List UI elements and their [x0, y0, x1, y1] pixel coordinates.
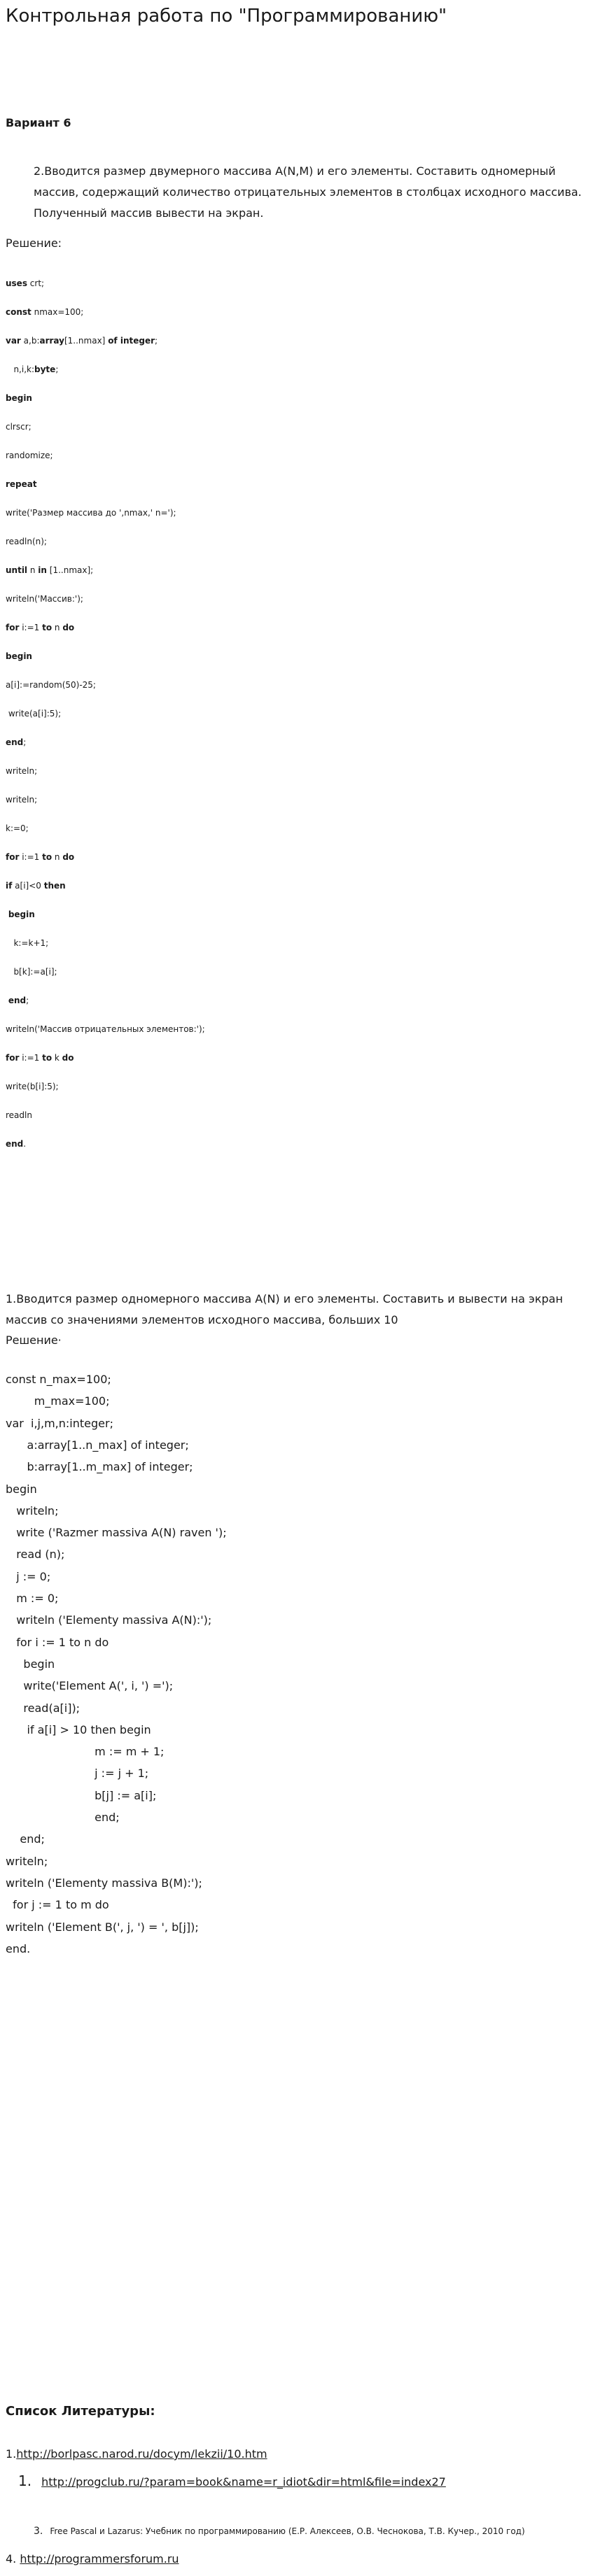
code-keyword: end: [8, 996, 27, 1005]
literature-link-1[interactable]: http://borlpasc.narod.ru/docym/lekzii/10.htm: [16, 2447, 267, 2461]
code-text: n: [52, 623, 63, 632]
literature-heading: Список Литературы:: [6, 2404, 155, 2419]
code-line: [6, 996, 29, 1005]
code-line: [6, 336, 158, 346]
code-keyword: in: [38, 565, 47, 575]
code-line: a:array[1..n_max] of integer;: [6, 1438, 189, 1452]
code-keyword: const: [6, 307, 32, 317]
code-line: for i := 1 to n do: [6, 1636, 109, 1649]
code-text: n,i,k:: [6, 365, 35, 374]
code-keyword: to: [42, 1053, 53, 1063]
code-text: a[i]<0: [12, 881, 44, 891]
code-keyword: to: [42, 623, 53, 632]
code-keyword: if: [6, 881, 13, 891]
code-line: [6, 365, 58, 374]
code-line: [6, 795, 37, 805]
code-keyword: until: [6, 565, 28, 575]
code-line: j := 0;: [6, 1570, 51, 1583]
code-line: read (n);: [6, 1548, 65, 1561]
code-text: k:=0;: [6, 823, 29, 833]
code-line: [6, 623, 74, 632]
code-keyword: for: [6, 623, 20, 632]
literature-book-title: Free Pascal и Lazarus: Учебник по программированию (Е.Р. Алексеев, О.В. Чеснокова, Т.В. Кучер., 2010 год): [50, 2526, 525, 2536]
code-line: [6, 1053, 74, 1063]
code-line: [6, 1139, 26, 1149]
code-line: m := 0;: [6, 1592, 59, 1605]
code-line: [6, 1110, 32, 1120]
code-line: [6, 422, 32, 432]
code-text: b[k]:=a[i];: [6, 967, 57, 977]
code-keyword: do: [62, 623, 75, 632]
code-text: i:=1: [19, 1053, 43, 1063]
code-line: var i,j,m,n:integer;: [6, 1417, 113, 1430]
code-line: write ('Razmer massiva A(N) raven ');: [6, 1526, 227, 1539]
code-line: [6, 651, 32, 661]
code-line: begin: [6, 1657, 55, 1671]
code-line: writeln ('Elementy massiva B(M):');: [6, 1876, 202, 1890]
code-text: write('Размер массива до ',nmax,' n=');: [6, 508, 176, 518]
code-keyword: begin: [6, 651, 32, 661]
code-keyword: begin: [6, 393, 32, 403]
code-text: write(a[i]:5);: [6, 709, 62, 719]
code-line: b[j] := a[i];: [6, 1789, 157, 1802]
code-text: n: [27, 565, 39, 575]
code-line: [6, 393, 32, 403]
code-keyword: array: [39, 336, 64, 346]
code-text: clrscr;: [6, 422, 32, 432]
task-1-text: 1.Вводится размер одномерного массива A(N) и его элементы. Составить и вывести на экран массив со значениями элементов исходного массива, больших 10: [6, 1292, 563, 1326]
code-text: n: [52, 852, 63, 862]
code-keyword: var: [6, 336, 21, 346]
code-text: readln: [6, 1110, 32, 1120]
code-text: writeln;: [6, 766, 38, 776]
code-line: [6, 967, 57, 977]
code-line: for j := 1 to m do: [6, 1898, 109, 1911]
code-line: [6, 307, 83, 317]
code-line: m_max=100;: [6, 1394, 110, 1408]
code-line: m := m + 1;: [6, 1745, 165, 1758]
solution-label-2: Решение·: [6, 1333, 62, 1347]
code-keyword: uses: [6, 278, 27, 288]
code-keyword: for: [6, 852, 20, 862]
code-keyword: do: [62, 852, 75, 862]
code-line: [6, 680, 96, 690]
code-keyword: end: [6, 1139, 24, 1149]
code-line: j := j + 1;: [6, 1767, 149, 1780]
code-line: [6, 278, 44, 288]
code-text: ;: [55, 365, 59, 374]
variant-heading: Вариант 6: [6, 116, 71, 129]
literature-link-2[interactable]: http://progclub.ru/?param=book&name=r_idiot&dir=html&file=index27: [41, 2475, 446, 2489]
code-text: i:=1: [19, 623, 43, 632]
code-text: ;: [155, 336, 158, 346]
code-line: [6, 709, 61, 719]
code-line: [6, 594, 83, 604]
code-keyword: end: [6, 737, 24, 747]
solution-label: Решение:: [6, 236, 62, 250]
code-text: writeln('Массив отрицательных элементов:');: [6, 1024, 205, 1034]
code-text: i:=1: [19, 852, 43, 862]
code-keyword: to: [42, 852, 53, 862]
literature-item-number: 3.: [34, 2526, 43, 2537]
code-line: [6, 1024, 205, 1034]
code-line: [6, 537, 47, 546]
code-line: [6, 737, 26, 747]
literature-item-number: 1.: [6, 2447, 17, 2461]
code-keyword: do: [62, 1053, 74, 1063]
code-text: a[i]:=random(50)-25;: [6, 680, 96, 690]
code-text: crt;: [27, 278, 45, 288]
code-line: [6, 1082, 59, 1091]
code-line: [6, 479, 37, 489]
page-title: Контрольная работа по "Программированию": [6, 6, 447, 27]
literature-item-1: [6, 2447, 267, 2461]
literature-item-4: [6, 2552, 179, 2566]
code-text: write(b[i]:5);: [6, 1082, 59, 1091]
code-line: [6, 852, 74, 862]
code-line: writeln ('Element B(', j, ') = ', b[j]);: [6, 1920, 199, 1934]
code-text: .: [23, 1139, 27, 1149]
code-line: writeln ('Elementy massiva A(N):');: [6, 1613, 212, 1627]
code-line: [6, 938, 48, 948]
code-line: [6, 508, 176, 518]
code-keyword: begin: [8, 910, 35, 919]
code-line: const n_max=100;: [6, 1373, 111, 1386]
code-line: write('Element A(', i, ') =');: [6, 1679, 174, 1692]
code-text: [1..nmax];: [46, 565, 94, 575]
code-line: end.: [6, 1942, 31, 1955]
code-keyword: then: [43, 881, 66, 891]
code-line: [6, 823, 29, 833]
code-text: ;: [26, 996, 29, 1005]
code-line: writeln;: [6, 1504, 59, 1517]
code-line: if a[i] > 10 then begin: [6, 1723, 151, 1736]
code-text: writeln('Массив:');: [6, 594, 83, 604]
code-text: readln(n);: [6, 537, 47, 546]
code-keyword: byte: [34, 365, 56, 374]
code-text: writeln;: [6, 795, 38, 805]
code-line: [6, 766, 37, 776]
code-keyword: of integer: [108, 336, 155, 346]
literature-item-3: [34, 2526, 525, 2537]
literature-item-number: 1.: [18, 2472, 32, 2489]
code-text: randomize;: [6, 451, 53, 460]
code-line: read(a[i]);: [6, 1701, 81, 1715]
code-line: end;: [6, 1811, 120, 1824]
code-line: [6, 451, 53, 460]
code-line: [6, 910, 35, 919]
code-text: a,b:: [20, 336, 40, 346]
code-line: writeln;: [6, 1855, 48, 1868]
task-2-text: 2.Вводится размер двумерного массива A(N,M) и его элементы. Составить одномерный массив, содержащий количество отрицательных элементов в столбцах исходного массива. Полученный массив вывести на экран.: [34, 164, 582, 220]
code-line: end;: [6, 1832, 45, 1846]
code-keyword: for: [6, 1053, 20, 1063]
code-keyword: repeat: [6, 479, 37, 489]
code-line: begin: [6, 1482, 37, 1496]
literature-link-4[interactable]: http://programmersforum.ru: [20, 2552, 179, 2566]
code-line: b:array[1..m_max] of integer;: [6, 1460, 193, 1473]
literature-item-2: [18, 2472, 446, 2489]
literature-item-number: 4.: [6, 2552, 20, 2566]
code-text: k: [52, 1053, 62, 1063]
code-line: [6, 881, 66, 891]
code-line: [6, 565, 93, 575]
code-text: nmax=100;: [31, 307, 84, 317]
code-text: [1..nmax]: [64, 336, 109, 346]
code-text: ;: [23, 737, 27, 747]
code-text: k:=k+1;: [6, 938, 49, 948]
